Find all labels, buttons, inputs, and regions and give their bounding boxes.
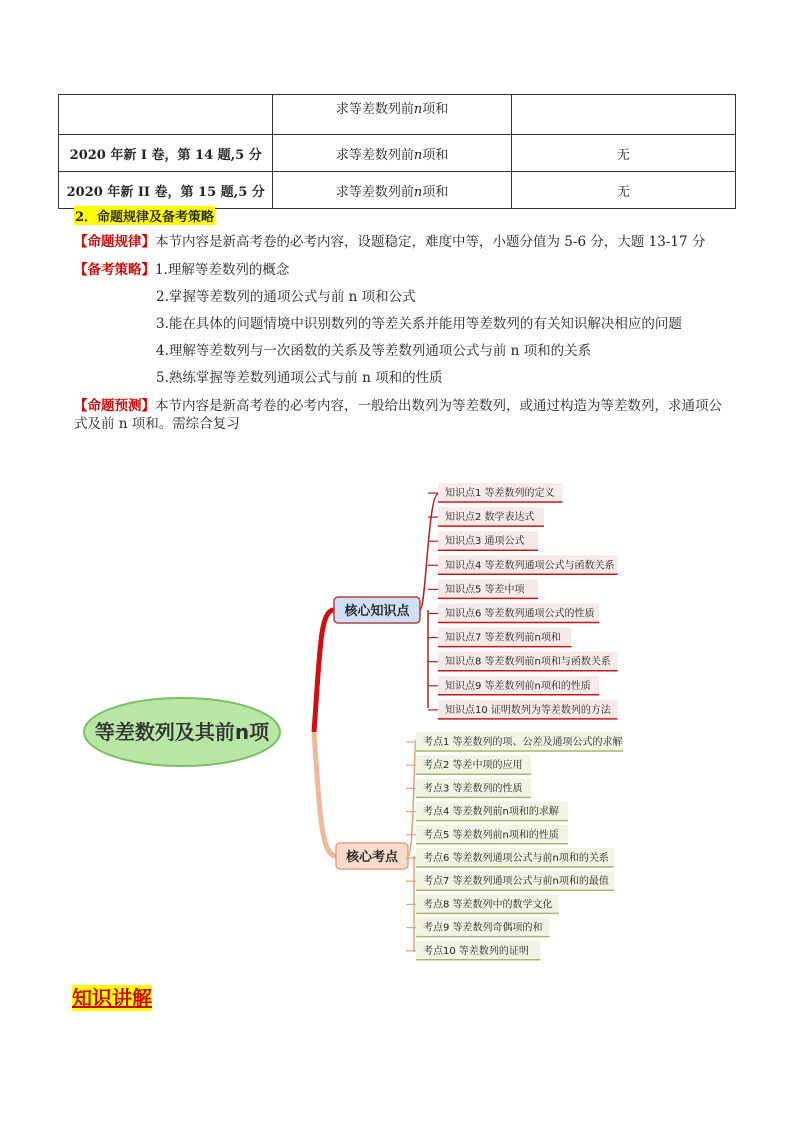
rule-tag: 【命题规律】 [74, 234, 155, 250]
table-row [59, 95, 736, 135]
strategy-item: 4.理解等差数列与一次函数的关系及等差数列通项公式与前 n 项和的关系 [156, 343, 592, 359]
table-cell [59, 95, 273, 135]
leaf-label: 知识点4 等差数列通项公式与函数关系 [445, 560, 615, 572]
branch1-spine [420, 494, 438, 708]
rule-text: 本节内容是新高考卷的必考内容，设题稳定，难度中等，小题分值为 5-6 分，大题 13-17 分 [155, 234, 706, 250]
section-title: 2．命题规律及备考策略 [74, 206, 215, 225]
table-cell: 2020 年新 I 卷，第 14 题,5 分 [59, 135, 273, 172]
leaf-label: 知识点5 等差中项 [445, 584, 525, 596]
table-cell: 无 [511, 172, 735, 209]
branch2-connector [314, 732, 336, 856]
predict-text: 本节内容是新高考卷的必考内容，一般给出数列为等差数列，或通过构造为等差数列，求通项公式及前 n 项和。需综合复习 [74, 398, 722, 432]
branch1-connector [314, 610, 334, 732]
rule-paragraph [74, 233, 705, 251]
knowledge-heading: 知识讲解 [72, 986, 152, 1010]
strategy-item: 3.能在具体的问题情境中识别数列的等差关系并能用等差数列的有关知识解决相应的问题 [156, 316, 682, 332]
mind-map [70, 470, 670, 970]
strategy-item: 5.熟练掌握等差数列通项公式与前 n 项和的性质 [156, 370, 443, 386]
leaf-label: 考点4 等差数列前n项和的求解 [423, 806, 559, 818]
leaf-label: 考点5 等差数列前n项和的性质 [423, 829, 559, 841]
predict-paragraph [74, 397, 734, 433]
strategy-paragraph [74, 261, 289, 279]
exam-table [58, 94, 736, 209]
leaf-label: 考点2 等差中项的应用 [423, 760, 523, 772]
table-row [59, 135, 736, 172]
table-cell: 求等差数列前n项和 [273, 172, 511, 209]
leaf-label: 知识点9 等差数列前n项和的性质 [445, 680, 591, 692]
branch2-spine [408, 740, 416, 952]
table-cell: 求等差数列前n项和 [273, 95, 511, 135]
branch2-items [406, 732, 623, 960]
branch1-label: 核心知识点 [344, 604, 410, 619]
leaf-label: 知识点7 等差数列前n项和 [445, 632, 561, 644]
table-cell [511, 95, 735, 135]
table-cell: 求等差数列前n项和 [273, 135, 511, 172]
table-row [59, 172, 736, 209]
strategy-tag: 【备考策略】 [74, 262, 155, 278]
table-cell: 2020 年新 II 卷，第 15 题,5 分 [59, 172, 273, 209]
table-cell: 无 [511, 135, 735, 172]
leaf-label: 知识点6 等差数列通项公式的性质 [445, 608, 595, 620]
strategy-item: 1.理解等差数列的概念 [155, 262, 290, 278]
leaf-label: 知识点8 等差数列前n项和与函数关系 [445, 656, 611, 668]
strategy-item: 2.掌握等差数列的通项公式与前 n 项和公式 [156, 289, 416, 305]
predict-tag: 【命题预测】 [74, 398, 155, 414]
leaf-label: 考点8 等差数列中的数学文化 [423, 899, 553, 911]
leaf-label: 知识点10 证明数列为等差数列的方法 [445, 704, 611, 716]
leaf-label: 考点9 等差数列奇偶项的和 [423, 922, 543, 934]
root-label: 等差数列及其前n项 [94, 720, 270, 744]
leaf-label: 考点7 等差数列通项公式与前n项和的最值 [423, 876, 609, 888]
leaf-label: 知识点2 数学表达式 [445, 512, 535, 524]
leaf-label: 考点1 等差数列的项、公差及通项公式的求解 [423, 737, 623, 748]
leaf-label: 考点6 等差数列通项公式与前n项和的关系 [423, 853, 609, 864]
leaf-label: 知识点1 等差数列的定义 [445, 488, 555, 499]
leaf-label: 考点3 等差数列的性质 [423, 783, 523, 795]
branch1-items [428, 483, 618, 719]
leaf-label: 考点10 等差数列的证明 [423, 945, 529, 957]
leaf-label: 知识点3 通项公式 [445, 536, 525, 548]
branch2-label: 核心考点 [345, 850, 399, 865]
